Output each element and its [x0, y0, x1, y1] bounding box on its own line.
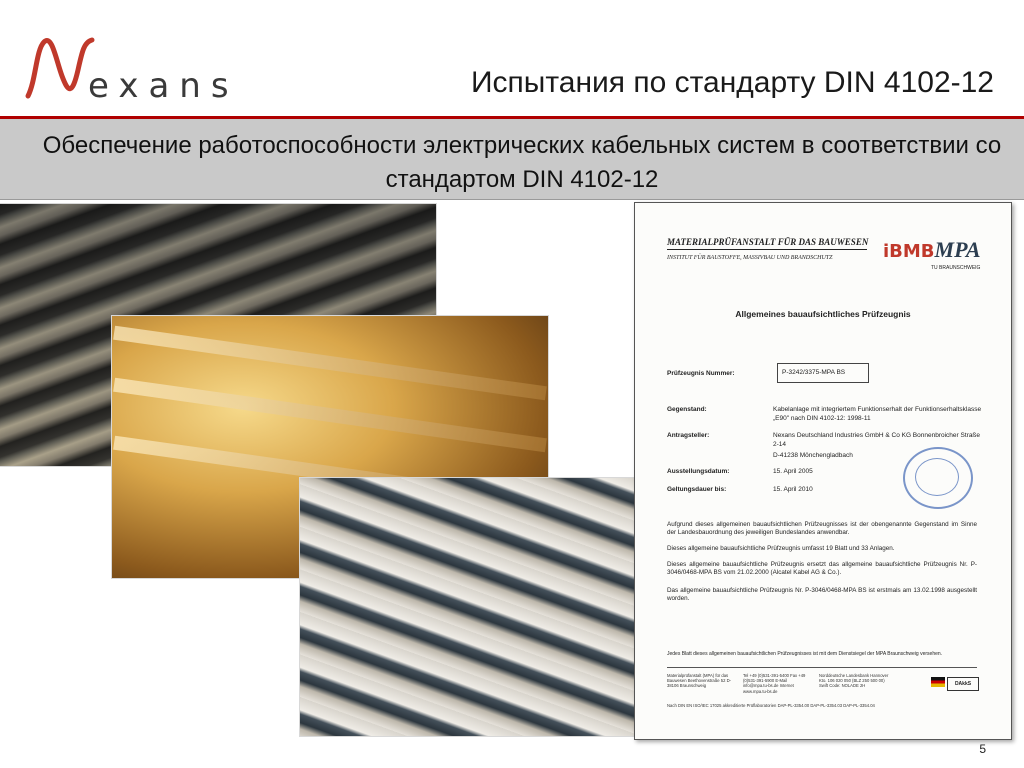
cert-logo-mpa: MPA	[934, 237, 981, 262]
slide-title: Испытания по стандарту DIN 4102-12	[470, 66, 994, 99]
cert-paragraph: Dieses allgemeine bauaufsichtliche Prüfzeugnis umfasst 19 Blatt und 33 Anlagen.	[667, 545, 895, 552]
cert-logo-sub: TU BRAUNSCHWEIG	[931, 265, 981, 271]
cert-heading: Allgemeines bauaufsichtliches Prüfzeugnis	[735, 309, 911, 319]
logo-wordmark: exans	[88, 66, 239, 106]
cert-footer-contact: Tel +49 (0)531-391-5400 Fax +49 (0)531-391-5900 E-Mail info@mpa.tu-bs.de Internet www.mpa.tu-bs.de	[743, 673, 806, 694]
cert-footer-address: Materialprüfanstalt (MPA) für das Bauwesen Beethovenstraße 52 D-38106 Braunschweig	[667, 673, 732, 689]
cert-logo	[883, 237, 981, 263]
cert-logo-ibmb: iBMB	[883, 241, 935, 262]
cert-paragraph: Dieses allgemeine bauaufsichtliche Prüfzeugnis ersetzt das allgemeine bauaufsichtliche Prüfzeugnis Nr. P-3046/0468-MPA BS vom 21.02.2000 (Alcatel Kabel AG & Co.).	[667, 561, 977, 577]
nexans-logo	[22, 30, 262, 110]
cert-footer-note: Jedes Blatt dieses allgemeinen bauaufsichtlichen Prüfzeugnisses ist mit dem Dienstsiegel der MPA Braunschweig versehen.	[667, 651, 943, 657]
cert-footer-bank: Norddeutsche Landesbank Hannover Kto. 106 020 050 (BLZ 250 500 00) Swift Code: NOLADE 2H	[819, 673, 889, 689]
test-certificate: MATERIALPRÜFANSTALT FÜR DAS BAUWESEN INSTITUT FÜR BAUSTOFFE, MASSIVBAU UND BRANDSCHUTZ iBMBMPA TU BRAUNSCHWEIG Allgemeines bauaufsichtliches Prüfzeugnis Prüfzeugnis Nummer: P-3242/3375-MPA BS Gegenstand: Kabelanlage mit integriertem Funktionserhalt der Funktionserhaltsklasse „E90" nach DIN 4102-12: 1998-11 Antragsteller: Nexans Deutschland Industries GmbH & Co KG Bonnenbroicher Straße 2-14 D-41238 Mönchengladbach Ausstellungsdatum: 15. April 2005 Geltungsdauer bis: 15. April 2010 Aufgrund dieses allgemeinen bauaufsichtlichen Prüfzeugnisses ist der obengenannte Gegenstand im Sinne der Landesbauordnung des jeweiligen Bundeslandes anwendbar. Dieses allgemeine bauaufsichtliche Prüfzeugnis umfasst 19 Blatt und 33 Anlagen. Dieses allgemeine bauaufsichtliche Prüfzeugnis ersetzt das allgemeine bauaufsichtliche Prüfzeugnis Nr. P-3046/0468-MPA BS vom 21.02.2000 (Alcatel Kabel AG & Co.). Das allgemeine bauaufsichtliche Prüfzeugnis Nr. P-3046/0468-MPA BS ist erstmals am 13.02.1998 ausgestellt worden. Jedes Blatt dieses allgemeinen bauaufsichtlichen Prüfzeugnisses ist mit dem Dienstsiegel der MPA Braunschweig versehen. Materialprüfanstalt (MPA) für das Bauwesen Beethovenstraße 52 D-38106 Braunschweig Tel +49 (0)531-391-5400 Fax +49 (0)531-391-5900 E-Mail info@mpa.tu-bs.de Internet www.mpa.tu-bs.de Norddeutsche Landesbank Hannover Kto. 106 020 050 (BLZ 250 500 00) Swift Code: NOLADE 2H DAkkS Nach DIN EN ISO/IEC 17025 akkreditierte Prüflaboratorien DAP-PL-3354.00 DAP-PL-3354.03 DAP-PL-3354.04	[634, 202, 1012, 740]
cert-footer-accreditation: Nach DIN EN ISO/IEC 17025 akkreditierte Prüflaboratorien DAP-PL-3354.00 DAP-PL-3354.03 DAP-PL-3354.04	[667, 703, 875, 708]
slide-subtitle: Обеспечение работоспособности электрических кабельных систем в соответствии со стандартом DIN 4102-12	[42, 132, 1002, 193]
photo-cable-trays-after-test	[300, 478, 634, 736]
subtitle-band	[0, 119, 1024, 200]
cert-paragraph: Das allgemeine bauaufsichtliche Prüfzeugnis Nr. P-3046/0468-MPA BS ist erstmals am 13.02.1998 ausgestellt worden.	[667, 587, 977, 603]
cert-number-box: P-3242/3375-MPA BS	[777, 363, 869, 383]
accreditation-stamp: DAkkS	[947, 677, 979, 691]
cert-footer-divider	[667, 667, 977, 668]
page-number: 5	[979, 742, 986, 756]
german-flag-icon	[931, 677, 945, 687]
cert-institute: MATERIALPRÜFANSTALT FÜR DAS BAUWESEN	[667, 237, 869, 247]
cert-paragraph: Aufgrund dieses allgemeinen bauaufsichtlichen Prüfzeugnisses ist der obengenannte Gegenstand im Sinne der Landesbauordnung des jeweiligen Bundeslandes anwendbar.	[667, 521, 977, 537]
official-seal-icon	[903, 447, 973, 509]
cert-institute-rule	[667, 249, 867, 250]
cert-institute-sub: INSTITUT FÜR BAUSTOFFE, MASSIVBAU UND BRANDSCHUTZ	[667, 255, 833, 261]
